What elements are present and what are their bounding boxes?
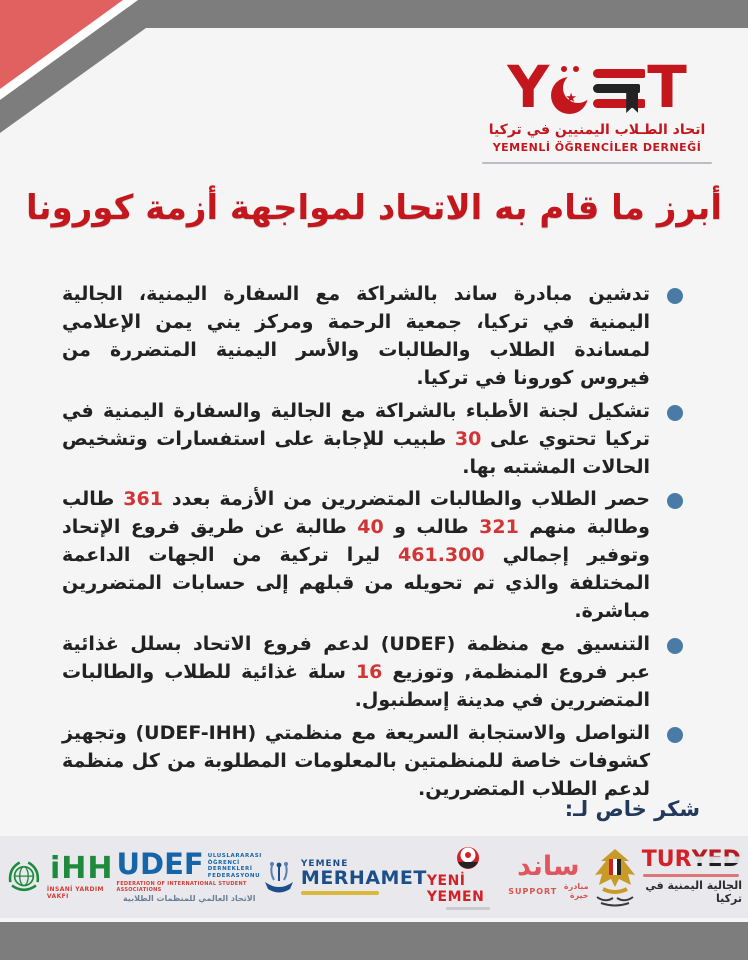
yeni-yemen-emblem-icon — [455, 845, 481, 871]
bullet-text: تدشين مبادرة ساند بالشراكة مع السفارة اليمنية، الجالية اليمنية في تركيا، جمعية الرحمة ومركز يني يمن الإعلامي لمساندة الطلاب والطالبات والأسر اليمنية المتضررة من فيروس كورونا في تركيا. — [62, 283, 650, 389]
bullet-icon — [667, 405, 683, 421]
bullet-icon — [667, 638, 683, 654]
saned-arabic-name: ساند — [517, 851, 580, 882]
yeni-yemen-tagline-bar — [446, 907, 490, 910]
merhamet-tagline-bar — [301, 891, 379, 895]
turyed-arabic: الجالية اليمنية في تركيا — [645, 879, 742, 905]
udef-line1: ULUSLARARASI — [207, 853, 262, 859]
saned-latin-name: SUPPORT — [508, 886, 558, 896]
list-item — [62, 398, 650, 482]
turyed-part2: YED — [691, 847, 741, 872]
udef-line2: ÖĞRENCİ DERNEKLERİ — [207, 860, 253, 872]
udef-arabic: الاتحاد العالمي للمنظمات الطلابية — [122, 894, 256, 903]
yodt-logo-mark-icon — [482, 50, 712, 121]
bullet-text: تشكيل لجنة الأطباء بالشراكة مع الجالية والسفارة اليمنية في تركيا تحتوي على 30 طبيب للإجابة على استفسارات وتشخيص الحالات المشتبه بها. — [62, 399, 650, 478]
udef-name: UDEF — [116, 847, 204, 881]
merhamet-icon — [262, 859, 296, 895]
logo-letter-y: Y — [507, 53, 550, 121]
saned-note: مبادرة خيرة — [563, 882, 589, 900]
sponsors-strip — [0, 836, 748, 918]
bottom-band-decoration — [0, 912, 748, 960]
list-item — [62, 720, 650, 804]
bullet-text: التنسيق مع منظمة (UDEF) لدعم فروع الاتحاد بسلل غذائية عبر فروع المنظمة, وتوزيع 16 سلة غذائية للطلاب والطالبات المتضررين في مدينة إسطنبول. — [62, 633, 650, 711]
logo-letter-t: T — [647, 53, 687, 121]
sponsor-turyed — [641, 849, 742, 905]
udef-line3: FEDERASYONU — [207, 873, 261, 879]
bullet-icon — [667, 288, 683, 304]
sponsor-merhamet — [262, 859, 427, 895]
bullet-icon — [667, 493, 683, 509]
bullet-text: حصر الطلاب والطالبات المتضررين من الأزمة بعدد 361 طالب وطالبة منهم 321 طالب و 40 طالبة عن طريق فروع الإتحاد وتوفير إجمالي 461.300 ليرا تركية من الجهات الداعمة المختلفة والذي تم تحويله من قبلهم إلى حسابات المتضررين مباشرة. — [62, 488, 650, 623]
logo-divider — [482, 162, 712, 164]
sponsor-ihh — [6, 851, 117, 900]
org-logo — [482, 50, 712, 164]
page-title: أبرز ما قام به الاتحاد لمواجهة أزمة كورونا — [26, 188, 722, 228]
merhamet-name: MERHAMET — [300, 867, 427, 889]
list-item — [62, 631, 650, 715]
graduation-bars-icon — [593, 66, 645, 116]
org-name-turkish: YEMENLİ ÖĞRENCİLER DERNEĞİ — [492, 141, 702, 154]
turyed-tagline-bar — [643, 874, 739, 877]
ihh-name: iHH — [49, 851, 114, 886]
sponsor-udef — [116, 847, 262, 903]
bullet-list — [62, 281, 650, 809]
bullet-icon — [667, 727, 683, 743]
yemen-national-emblem-icon — [589, 845, 641, 909]
list-item — [62, 281, 650, 393]
special-thanks-label: شكر خاص لـ: — [564, 797, 700, 821]
merhamet-topline: YEMENE — [300, 859, 349, 869]
ihh-emblem-icon — [6, 856, 42, 898]
yeni-yemen-name: YENİ YEMEN — [426, 872, 485, 905]
sponsor-yemen-emblem — [589, 845, 641, 909]
bullet-text: التواصل والاستجابة السريعة مع منظمتي (UDEF-IHH) وتجهيز كشوفات خاصة للمنظمتين بالمعلومات المطلوبة من كل منظمة لدعم الطلاب المتضررين. — [62, 721, 651, 800]
crescent-star-icon — [551, 64, 591, 116]
sponsor-saned — [508, 851, 589, 900]
turyed-part1: TUR — [641, 847, 692, 872]
list-item — [62, 486, 650, 626]
org-name-arabic: اتحاد الطـلاب اليمنيين في تركيا — [488, 122, 706, 138]
udef-subtitle: FEDERATION OF INTERNATIONAL STUDENT ASSOCIATIONS — [116, 881, 247, 893]
sponsor-yeni-yemen — [427, 845, 508, 910]
ihh-subtitle: İNSANİ YARDIM VAKFI — [46, 886, 104, 900]
